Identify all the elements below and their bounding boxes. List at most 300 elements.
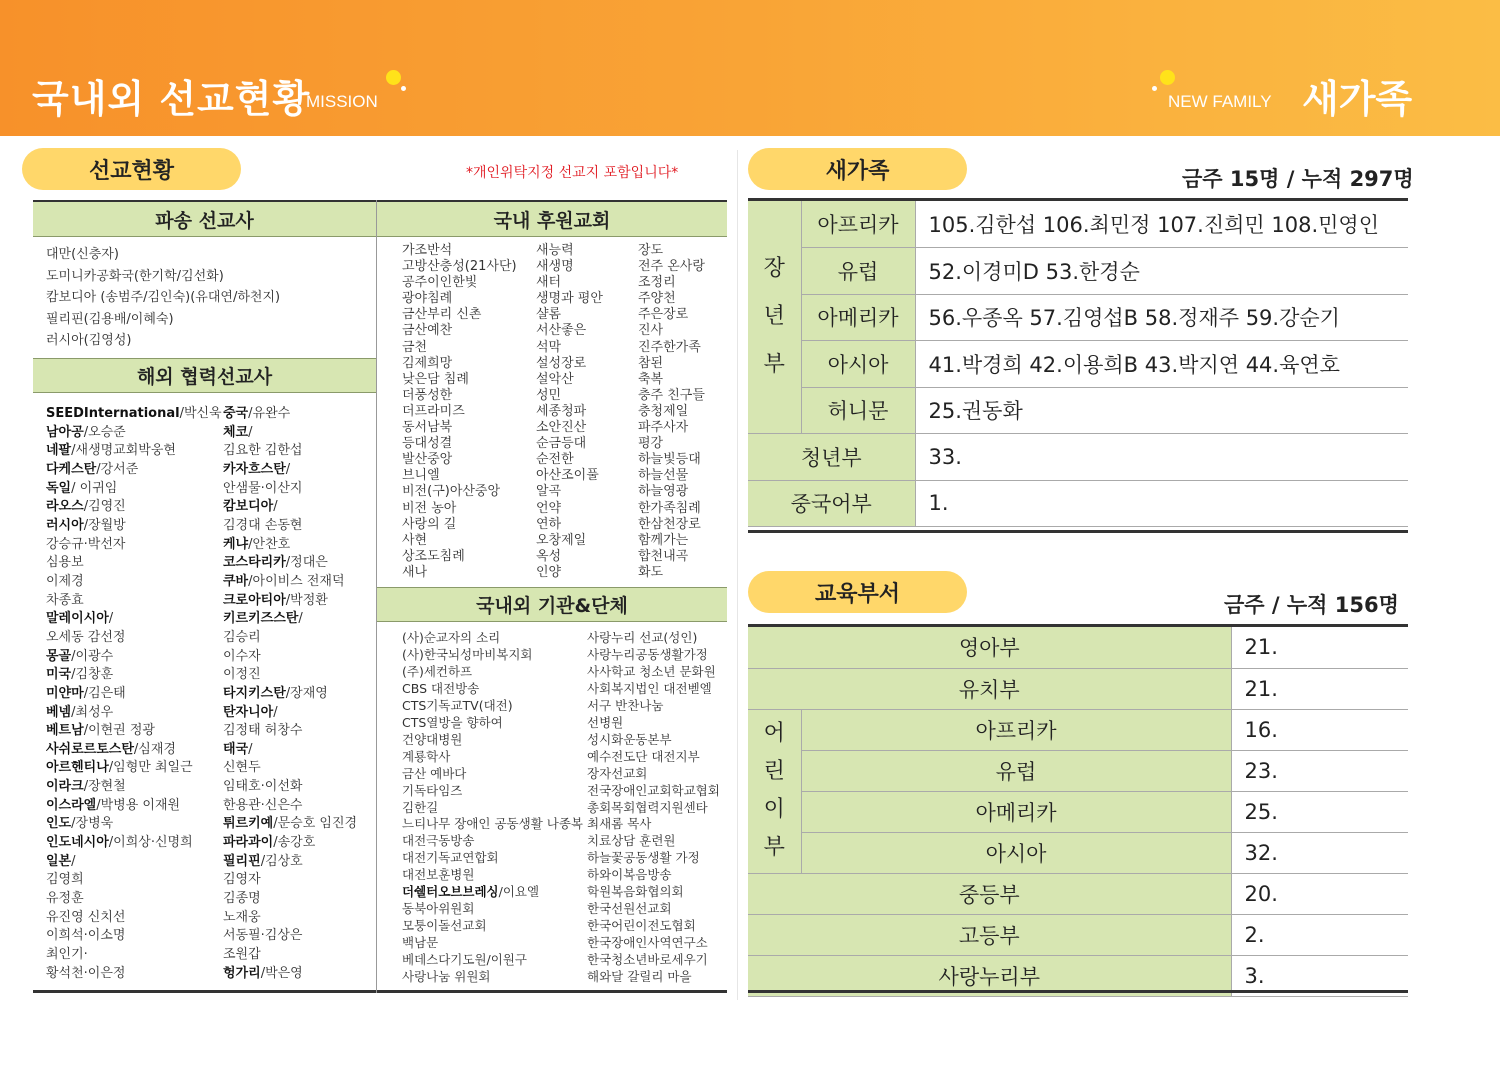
- list-item: [402, 630, 583, 647]
- dispatch-header: 파송 선교사: [33, 202, 376, 237]
- table-row: [748, 434, 1408, 481]
- list-item: [223, 871, 357, 890]
- list-item: 설악산: [536, 371, 574, 387]
- list-item: 소안진산: [536, 420, 587, 436]
- list-item-names: /장현철: [83, 779, 126, 795]
- table-row: [748, 750, 1408, 791]
- list-item: [223, 648, 357, 667]
- list-item: [402, 918, 583, 935]
- list-item: [46, 424, 222, 443]
- list-item-names: /장병욱: [71, 816, 114, 832]
- list-item: 가조반석: [402, 243, 453, 258]
- list-item-names: CTS기독교TV(대전): [402, 697, 513, 713]
- decor-dot-icon: [1160, 70, 1175, 85]
- list-item: [223, 517, 357, 536]
- list-item: [402, 681, 583, 698]
- list-item-names: /최성우: [71, 704, 114, 720]
- list-item: 전주 온사랑: [638, 259, 705, 275]
- list-item: [46, 834, 222, 853]
- group-label-char: 이: [763, 797, 785, 822]
- list-item-names: 강승규·박선자: [46, 536, 126, 552]
- list-item: 더풍성한: [402, 387, 453, 403]
- list-item: [223, 946, 357, 965]
- org-list-col1: [402, 630, 583, 986]
- list-item-names: /김영진: [83, 499, 126, 515]
- list-item-country: 말레이시아: [46, 611, 109, 627]
- list-item: [46, 759, 222, 778]
- newfamily-subtitle: NEW FAMILY: [1168, 92, 1272, 111]
- group-label-char: 년: [763, 304, 785, 329]
- overseas-header: 해외 협력선교사: [33, 358, 376, 393]
- row-label: 유치부: [748, 668, 1231, 709]
- row-value: 25.: [1231, 791, 1408, 832]
- table-border: [748, 990, 1408, 993]
- list-item: 충주 친구들: [638, 387, 705, 403]
- list-item: [46, 480, 222, 499]
- list-item-names: 오세동 감선정: [46, 629, 126, 645]
- overseas-list-col2: [223, 405, 357, 983]
- group-label-char: 부: [763, 835, 785, 860]
- list-item-country: 중국: [223, 406, 249, 421]
- list-item: 옥성: [536, 548, 562, 564]
- group-label: [748, 709, 801, 873]
- row-value: 56.우종옥 57.김영섭B 58.정재주 59.강순기: [915, 294, 1408, 341]
- list-item: 순전한: [536, 452, 574, 468]
- list-item: 석막: [536, 339, 562, 355]
- list-item: [46, 704, 222, 723]
- list-item-names: /이현권 정광: [83, 723, 155, 739]
- list-item: [46, 815, 222, 834]
- group-label: [748, 201, 801, 434]
- list-item-names: /: [108, 611, 114, 627]
- list-item-names: /유완수: [248, 406, 291, 421]
- list-item: [223, 853, 357, 872]
- list-item-names: 백남문: [402, 935, 439, 951]
- list-item-names: (주)세컨하프: [402, 663, 473, 679]
- list-item-country: 필리핀: [223, 853, 261, 869]
- list-item: [402, 698, 583, 715]
- table-row: [748, 201, 1408, 248]
- row-label: 중국어부: [748, 480, 915, 527]
- list-item: 학원복음화협의회: [587, 884, 684, 900]
- list-item: [402, 952, 583, 969]
- list-item: [223, 909, 357, 928]
- list-item-names: 김종명: [223, 891, 261, 907]
- table-row: [748, 873, 1408, 914]
- mission-title: 국내외 선교현황: [32, 77, 311, 121]
- row-label: 아프리카: [801, 709, 1231, 750]
- list-item: [402, 969, 583, 986]
- list-item-names: /박신욱: [179, 406, 222, 421]
- list-item-country: 더쉘터오브브레싱: [402, 884, 499, 900]
- list-item: [223, 592, 357, 611]
- list-item-names: 대전기독교연합회: [402, 850, 499, 866]
- list-item-names: 느티나무 장애인 공동생활 나종복: [402, 816, 583, 832]
- list-item: 함께가는: [638, 532, 689, 548]
- list-item-names: 사랑나눔 위원회: [402, 969, 491, 985]
- list-item: 사회복지법인 대전벧엘: [587, 680, 712, 696]
- list-item-country: SEEDInternational: [46, 406, 180, 421]
- list-item-country: 쿠바: [223, 573, 249, 589]
- list-item-names: 조원갑: [223, 947, 261, 963]
- list-item: 오창제일: [536, 532, 587, 548]
- list-item-country: 키르키즈스탄: [223, 611, 299, 627]
- list-item: 전국장애인교회학교협회: [587, 782, 720, 798]
- row-label: 영아부: [748, 627, 1231, 668]
- list-item: 새능력: [536, 243, 574, 258]
- list-item: 충청제일: [638, 403, 689, 419]
- list-item: [402, 850, 583, 867]
- list-item: 아산조이풀: [536, 468, 599, 484]
- table-border: [748, 530, 1408, 533]
- list-item: [46, 797, 222, 816]
- list-item: [402, 715, 583, 732]
- row-value: 23.: [1231, 750, 1408, 791]
- list-item-country: 코스타리카: [223, 555, 286, 571]
- row-label: 허니문: [801, 387, 915, 434]
- list-item: [402, 901, 583, 918]
- list-item: 필리핀(김용배/이혜숙): [46, 311, 174, 327]
- list-item-names: 건양대병원: [402, 731, 463, 747]
- domestic-list-col3: [638, 243, 705, 581]
- table-row: [748, 791, 1408, 832]
- list-item: [223, 834, 357, 853]
- list-item: [223, 442, 357, 461]
- list-item: [223, 554, 357, 573]
- list-item: [223, 797, 357, 816]
- domestic-header: 국내 후원교회: [377, 202, 727, 237]
- list-item: [223, 890, 357, 909]
- list-item: [46, 946, 222, 965]
- list-item-names: /: [273, 704, 278, 720]
- list-item-names: /송강호: [273, 835, 316, 851]
- list-item: 진주한가족: [638, 339, 701, 355]
- list-item: 등대성결: [402, 436, 453, 452]
- row-value: 41.박경희 42.이용희B 43.박지연 44.육연호: [915, 341, 1408, 388]
- list-item: 비전(구)아산중앙: [402, 484, 501, 500]
- list-item-country: 카자흐스탄: [223, 461, 286, 477]
- mission-pill: 선교현황: [22, 148, 241, 190]
- list-item-names: 금산 예바다: [402, 765, 467, 781]
- list-item-names: /: [71, 853, 76, 869]
- list-item-names: / 이귀임: [71, 480, 118, 496]
- list-item: [223, 815, 357, 834]
- list-item: [223, 536, 357, 555]
- list-item: [402, 647, 583, 664]
- list-item: [46, 442, 222, 461]
- list-item: [46, 573, 222, 592]
- list-item: 금산부리 신촌: [402, 307, 482, 323]
- list-item-country: 베트남: [46, 723, 84, 739]
- list-item: 선병원: [587, 714, 624, 730]
- list-item-country: 네팔: [46, 443, 72, 459]
- list-item: 치료상담 훈련원: [587, 833, 676, 849]
- list-item-country: 몽골: [46, 648, 72, 664]
- list-item: 장자선교회: [587, 765, 648, 781]
- list-item-names: (사)한국뇌성마비복지회: [402, 646, 533, 662]
- list-item-country: 라오스: [46, 499, 84, 515]
- list-item: [223, 405, 357, 424]
- list-item: [46, 909, 222, 928]
- list-item: [223, 685, 357, 704]
- mission-note: *개인위탁지정 선교지 포함입니다*: [466, 165, 679, 181]
- list-item-names: 신현두: [223, 760, 261, 776]
- list-item: [46, 871, 222, 890]
- list-item: 김제희망: [402, 355, 453, 371]
- list-item-country: 남아공: [46, 424, 84, 440]
- list-item: 진사: [638, 323, 664, 339]
- list-item-country: 다케스탄: [46, 461, 97, 477]
- list-item: [46, 778, 222, 797]
- list-item-names: 유정훈: [46, 891, 84, 907]
- list-item: 서산좋은: [536, 323, 587, 339]
- list-item: 사랑누리 선교(성인): [587, 630, 698, 645]
- list-item: [223, 610, 357, 629]
- list-item-names: 김요한 김한섭: [223, 443, 303, 459]
- list-item: 공주이인한빛: [402, 275, 478, 291]
- list-item-names: /정대은: [285, 555, 328, 571]
- list-item-names: 김경대 손동현: [223, 517, 303, 533]
- list-item: [46, 722, 222, 741]
- table-row: [748, 294, 1408, 341]
- list-item-country: 체코: [223, 424, 249, 440]
- list-item: [223, 666, 357, 685]
- list-item: 사랑누리공동생활가정: [587, 646, 708, 662]
- list-item: [402, 783, 583, 800]
- list-item-names: (사)순교자의 소리: [402, 630, 501, 645]
- list-item-names: /새생명교회박웅현: [71, 443, 176, 459]
- list-item: 하늘선물: [638, 468, 689, 484]
- table-row: [748, 480, 1408, 527]
- list-item: [46, 405, 222, 424]
- list-item: 브니엘: [402, 468, 440, 484]
- list-item-names: CBS 대전방송: [402, 680, 480, 696]
- row-label: 중등부: [748, 873, 1231, 914]
- list-item-names: 최인기·: [46, 947, 88, 963]
- org-header: 국내외 기관&단체: [377, 587, 727, 622]
- list-item-country: 태국: [223, 741, 249, 757]
- list-item: [402, 749, 583, 766]
- list-item: [402, 816, 583, 833]
- list-item: 참된: [638, 355, 664, 371]
- list-item: 한가족침례: [638, 500, 701, 516]
- list-item-names: 이제경: [46, 573, 84, 589]
- list-item: [223, 461, 357, 480]
- row-value: 1.: [915, 480, 1408, 527]
- list-item: [223, 722, 357, 741]
- list-item: 조정리: [638, 275, 676, 291]
- list-item-names: /강서준: [96, 461, 139, 477]
- list-item: [46, 685, 222, 704]
- row-value: 21.: [1231, 668, 1408, 709]
- list-item: 한국장애인사역연구소: [587, 935, 708, 951]
- list-item: [402, 935, 583, 952]
- list-item-names: /문승호 임진경: [273, 816, 358, 832]
- list-item-names: 이희석·이소명: [46, 928, 126, 944]
- list-item: [223, 573, 357, 592]
- row-label: 아시아: [801, 832, 1231, 873]
- list-item: 순금등대: [536, 436, 587, 452]
- list-item: 축복: [638, 371, 664, 387]
- list-item: 평강: [638, 436, 664, 452]
- list-item-names: 임태호·이선화: [223, 779, 303, 795]
- list-item-country: 튀르키예: [223, 816, 274, 832]
- table-row: [748, 668, 1408, 709]
- row-value: 3.: [1231, 955, 1408, 996]
- list-item: 도미니카공화국(한기학/김선화): [46, 268, 224, 284]
- decor-dot-icon: [401, 86, 406, 91]
- list-item: 대만(신충자): [46, 247, 119, 262]
- row-label: 사랑누리부: [748, 955, 1231, 996]
- list-item: 동서남북: [402, 420, 453, 436]
- list-item: 해와달 갈릴리 마을: [587, 969, 692, 985]
- newfamily-title: 새가족: [1302, 77, 1413, 121]
- list-item: 세종청파: [536, 403, 587, 419]
- list-item-names: /심재경: [133, 741, 176, 757]
- row-value: 20.: [1231, 873, 1408, 914]
- list-item: 주은장로: [638, 307, 689, 323]
- list-item: 최새롬 목사: [587, 816, 652, 832]
- group-label-char: 장: [763, 256, 785, 281]
- list-item: [223, 965, 357, 984]
- list-item: [402, 833, 583, 850]
- row-label: 아시아: [801, 341, 915, 388]
- list-item: [402, 732, 583, 749]
- row-value: 33.: [915, 434, 1408, 481]
- list-item: [402, 766, 583, 783]
- list-item: [46, 517, 222, 536]
- list-item-country: 아르헨티나: [46, 760, 109, 776]
- list-item: [402, 867, 583, 884]
- list-item: 러시아(김영성): [46, 333, 132, 348]
- list-item: 금천: [402, 339, 428, 355]
- list-item: 인양: [536, 564, 562, 580]
- list-item-names: 이정진: [223, 667, 261, 683]
- list-item-country: 캄보디아: [223, 499, 274, 515]
- list-item-names: /장재영: [285, 685, 328, 701]
- list-item: [46, 536, 222, 555]
- list-item-country: 베넴: [46, 704, 72, 720]
- list-item: 한삼천장로: [638, 516, 701, 532]
- list-item: 새터: [536, 275, 562, 291]
- list-item-names: 기독타임즈: [402, 782, 463, 798]
- list-item: 총회목회협력지원센타: [587, 799, 708, 815]
- list-item-names: /임형만 최일근: [108, 760, 193, 776]
- list-item: 합천내곡: [638, 548, 689, 564]
- group-label-char: 린: [763, 759, 785, 784]
- list-item: [46, 741, 222, 760]
- list-item-country: 인도네시아: [46, 835, 109, 851]
- list-item: [402, 800, 583, 817]
- mission-subtitle: MISSION: [306, 92, 378, 111]
- list-item-names: 모퉁이돌선교회: [402, 918, 487, 934]
- list-item-names: /김창훈: [71, 667, 114, 683]
- list-item: [402, 884, 583, 901]
- table-row: [748, 709, 1408, 750]
- list-item: 더프라미즈: [402, 403, 465, 419]
- list-item-names: /이희상·신명희: [108, 835, 193, 851]
- list-item-names: 동북아위원회: [402, 901, 475, 917]
- list-item-names: /이광수: [71, 648, 114, 664]
- list-item-names: 이수자: [223, 648, 261, 664]
- list-item-country: 헝가리: [223, 965, 261, 981]
- list-item: 성시화운동본부: [587, 731, 672, 747]
- row-label: 유럽: [801, 248, 915, 295]
- list-item: 장도: [638, 243, 664, 258]
- list-item: 연하: [536, 516, 562, 532]
- row-value: 52.이경미D 53.한경순: [915, 248, 1408, 295]
- row-label: 고등부: [748, 914, 1231, 955]
- dispatch-list: [46, 244, 280, 352]
- list-item: 캄보디아 (송범주/김인숙)(유대연/하천지): [46, 290, 281, 305]
- list-item: 예수전도단 대전지부: [587, 748, 700, 764]
- list-item-names: /안찬호: [248, 536, 291, 552]
- list-item: 금산예찬: [402, 323, 453, 339]
- list-item-names: /아이비스 전재덕: [248, 573, 345, 589]
- list-item: 한국청소년바로세우기: [587, 952, 708, 968]
- list-item-country: 파라과이: [223, 835, 274, 851]
- list-item: 서구 반찬나눔: [587, 697, 664, 713]
- row-label: 아메리카: [801, 294, 915, 341]
- domestic-list-col1: [402, 243, 517, 581]
- list-item-names: 유진영 신치선: [46, 909, 126, 925]
- education-table: [748, 627, 1408, 997]
- list-item-names: 김정태 허창수: [223, 723, 303, 739]
- list-item-names: /오승준: [83, 424, 126, 440]
- table-row: [748, 248, 1408, 295]
- list-item: [223, 498, 357, 517]
- list-item-names: 황석천·이은정: [46, 965, 126, 981]
- list-item: 하와이복음방송: [587, 867, 672, 883]
- list-item: [223, 778, 357, 797]
- newfamily-count: 금주 15명 / 누적 297명: [1182, 167, 1414, 191]
- list-item: 사사학교 청소년 문화원: [587, 663, 716, 679]
- table-row: [748, 832, 1408, 873]
- list-item-names: /박병용 이재원: [96, 797, 181, 813]
- row-value: 25.권동화: [915, 387, 1408, 434]
- list-item: [46, 592, 222, 611]
- list-item-names: 김한길: [402, 799, 439, 815]
- list-item-country: 타지키스탄: [223, 685, 286, 701]
- list-item-names: 안샘물·이산지: [223, 480, 303, 496]
- table-row: [748, 387, 1408, 434]
- list-item: [402, 664, 583, 681]
- list-item: 알곡: [536, 484, 562, 500]
- list-item: 샬롬: [536, 307, 562, 323]
- row-label: 아프리카: [801, 201, 915, 248]
- list-item: 새생명: [536, 259, 574, 275]
- list-item: [46, 610, 222, 629]
- list-item: 생명과 평안: [536, 291, 603, 307]
- list-item: [46, 853, 222, 872]
- row-label: 청년부: [748, 434, 915, 481]
- list-item-country: 탄자니아: [223, 704, 274, 720]
- list-item: [46, 666, 222, 685]
- domestic-list-col2: [536, 243, 603, 581]
- list-item: [223, 704, 357, 723]
- list-item: [46, 498, 222, 517]
- list-item-country: 미얀마: [46, 685, 84, 701]
- list-item-names: /: [273, 499, 278, 515]
- list-item: 하늘꽃공동생활 가정: [587, 850, 700, 866]
- list-item: [46, 965, 222, 984]
- list-item: 하늘영광: [638, 484, 689, 500]
- list-item-names: /김상호: [260, 853, 303, 869]
- list-item: 발산중앙: [402, 452, 453, 468]
- list-item-names: 김영희: [46, 872, 84, 888]
- list-item-names: /박정환: [285, 592, 328, 608]
- list-item-names: 대전극동방송: [402, 833, 475, 849]
